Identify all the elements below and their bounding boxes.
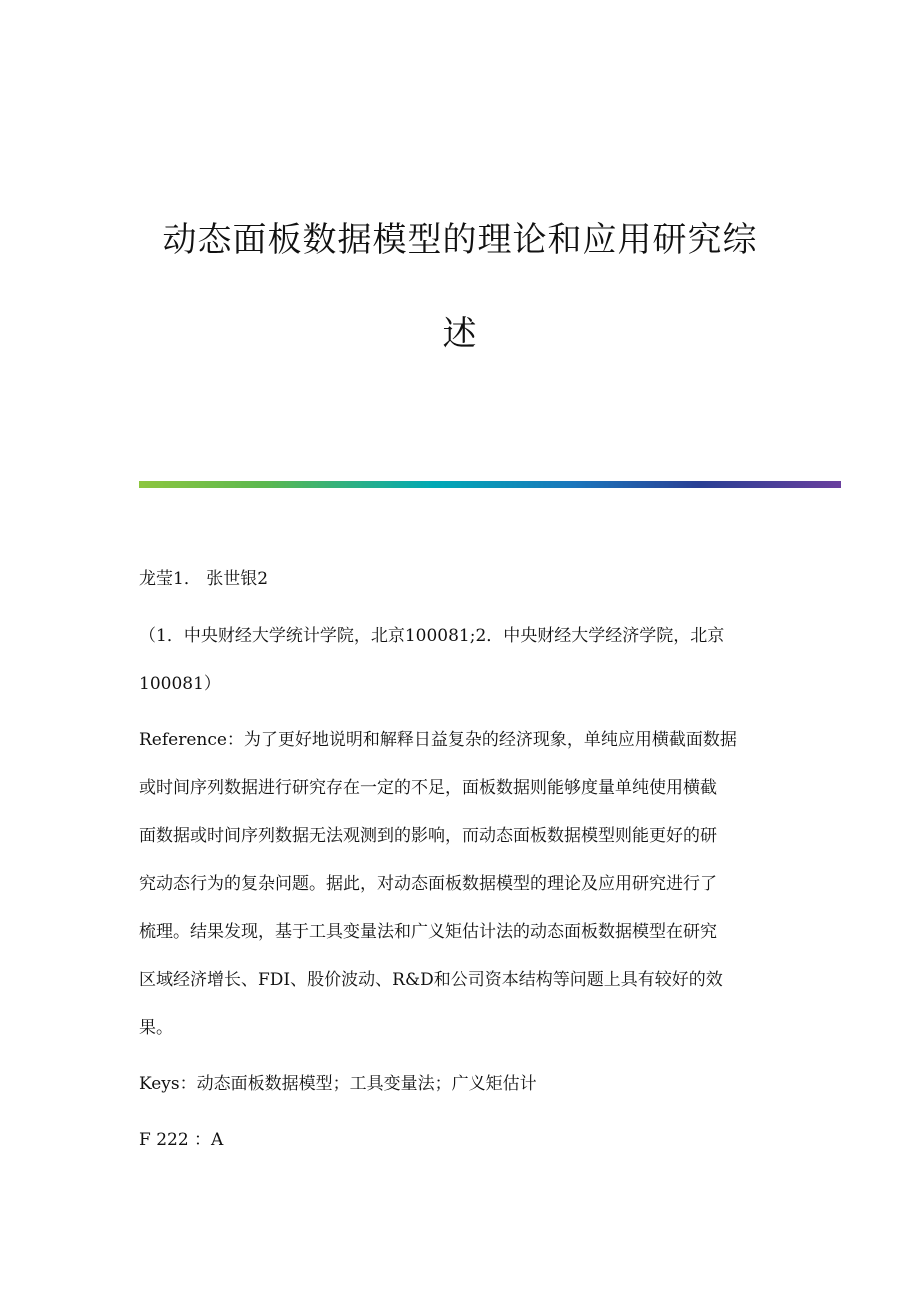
document-title-line-1: 动态面板数据模型的理论和应用研究综: [162, 220, 758, 260]
abstract-line-5: 梳理。结果发现，基于工具变量法和广义矩估计法的动态面板数据模型在研究: [139, 922, 717, 942]
authors-line: 龙莹1． 张世银2: [139, 569, 269, 589]
classification-line: F 222 ：A: [139, 1130, 224, 1150]
affiliation-line-2: 100081）: [139, 674, 221, 694]
abstract-line-2: 或时间序列数据进行研究存在一定的不足，面板数据则能够度量单纯使用横截: [139, 778, 717, 798]
abstract-line-1: Reference：为了更好地说明和解释日益复杂的经济现象，单纯应用横截面数据: [139, 730, 737, 750]
document-title-line-2: 述: [442, 314, 478, 354]
abstract-line-7: 果。: [139, 1018, 173, 1038]
affiliation-line-1: （1．中央财经大学统计学院，北京100081;2．中央财经大学经济学院，北京: [139, 626, 725, 646]
keywords-line: Keys：动态面板数据模型；工具变量法；广义矩估计: [139, 1074, 537, 1094]
abstract-line-6: 区域经济增长、FDI、股价波动、R&D和公司资本结构等问题上具有较好的效: [139, 970, 723, 990]
abstract-line-4: 究动态行为的复杂问题。据此，对动态面板数据模型的理论及应用研究进行了: [139, 874, 717, 894]
abstract-line-3: 面数据或时间序列数据无法观测到的影响，而动态面板数据模型则能更好的研: [139, 826, 717, 846]
gradient-divider: [139, 481, 841, 488]
